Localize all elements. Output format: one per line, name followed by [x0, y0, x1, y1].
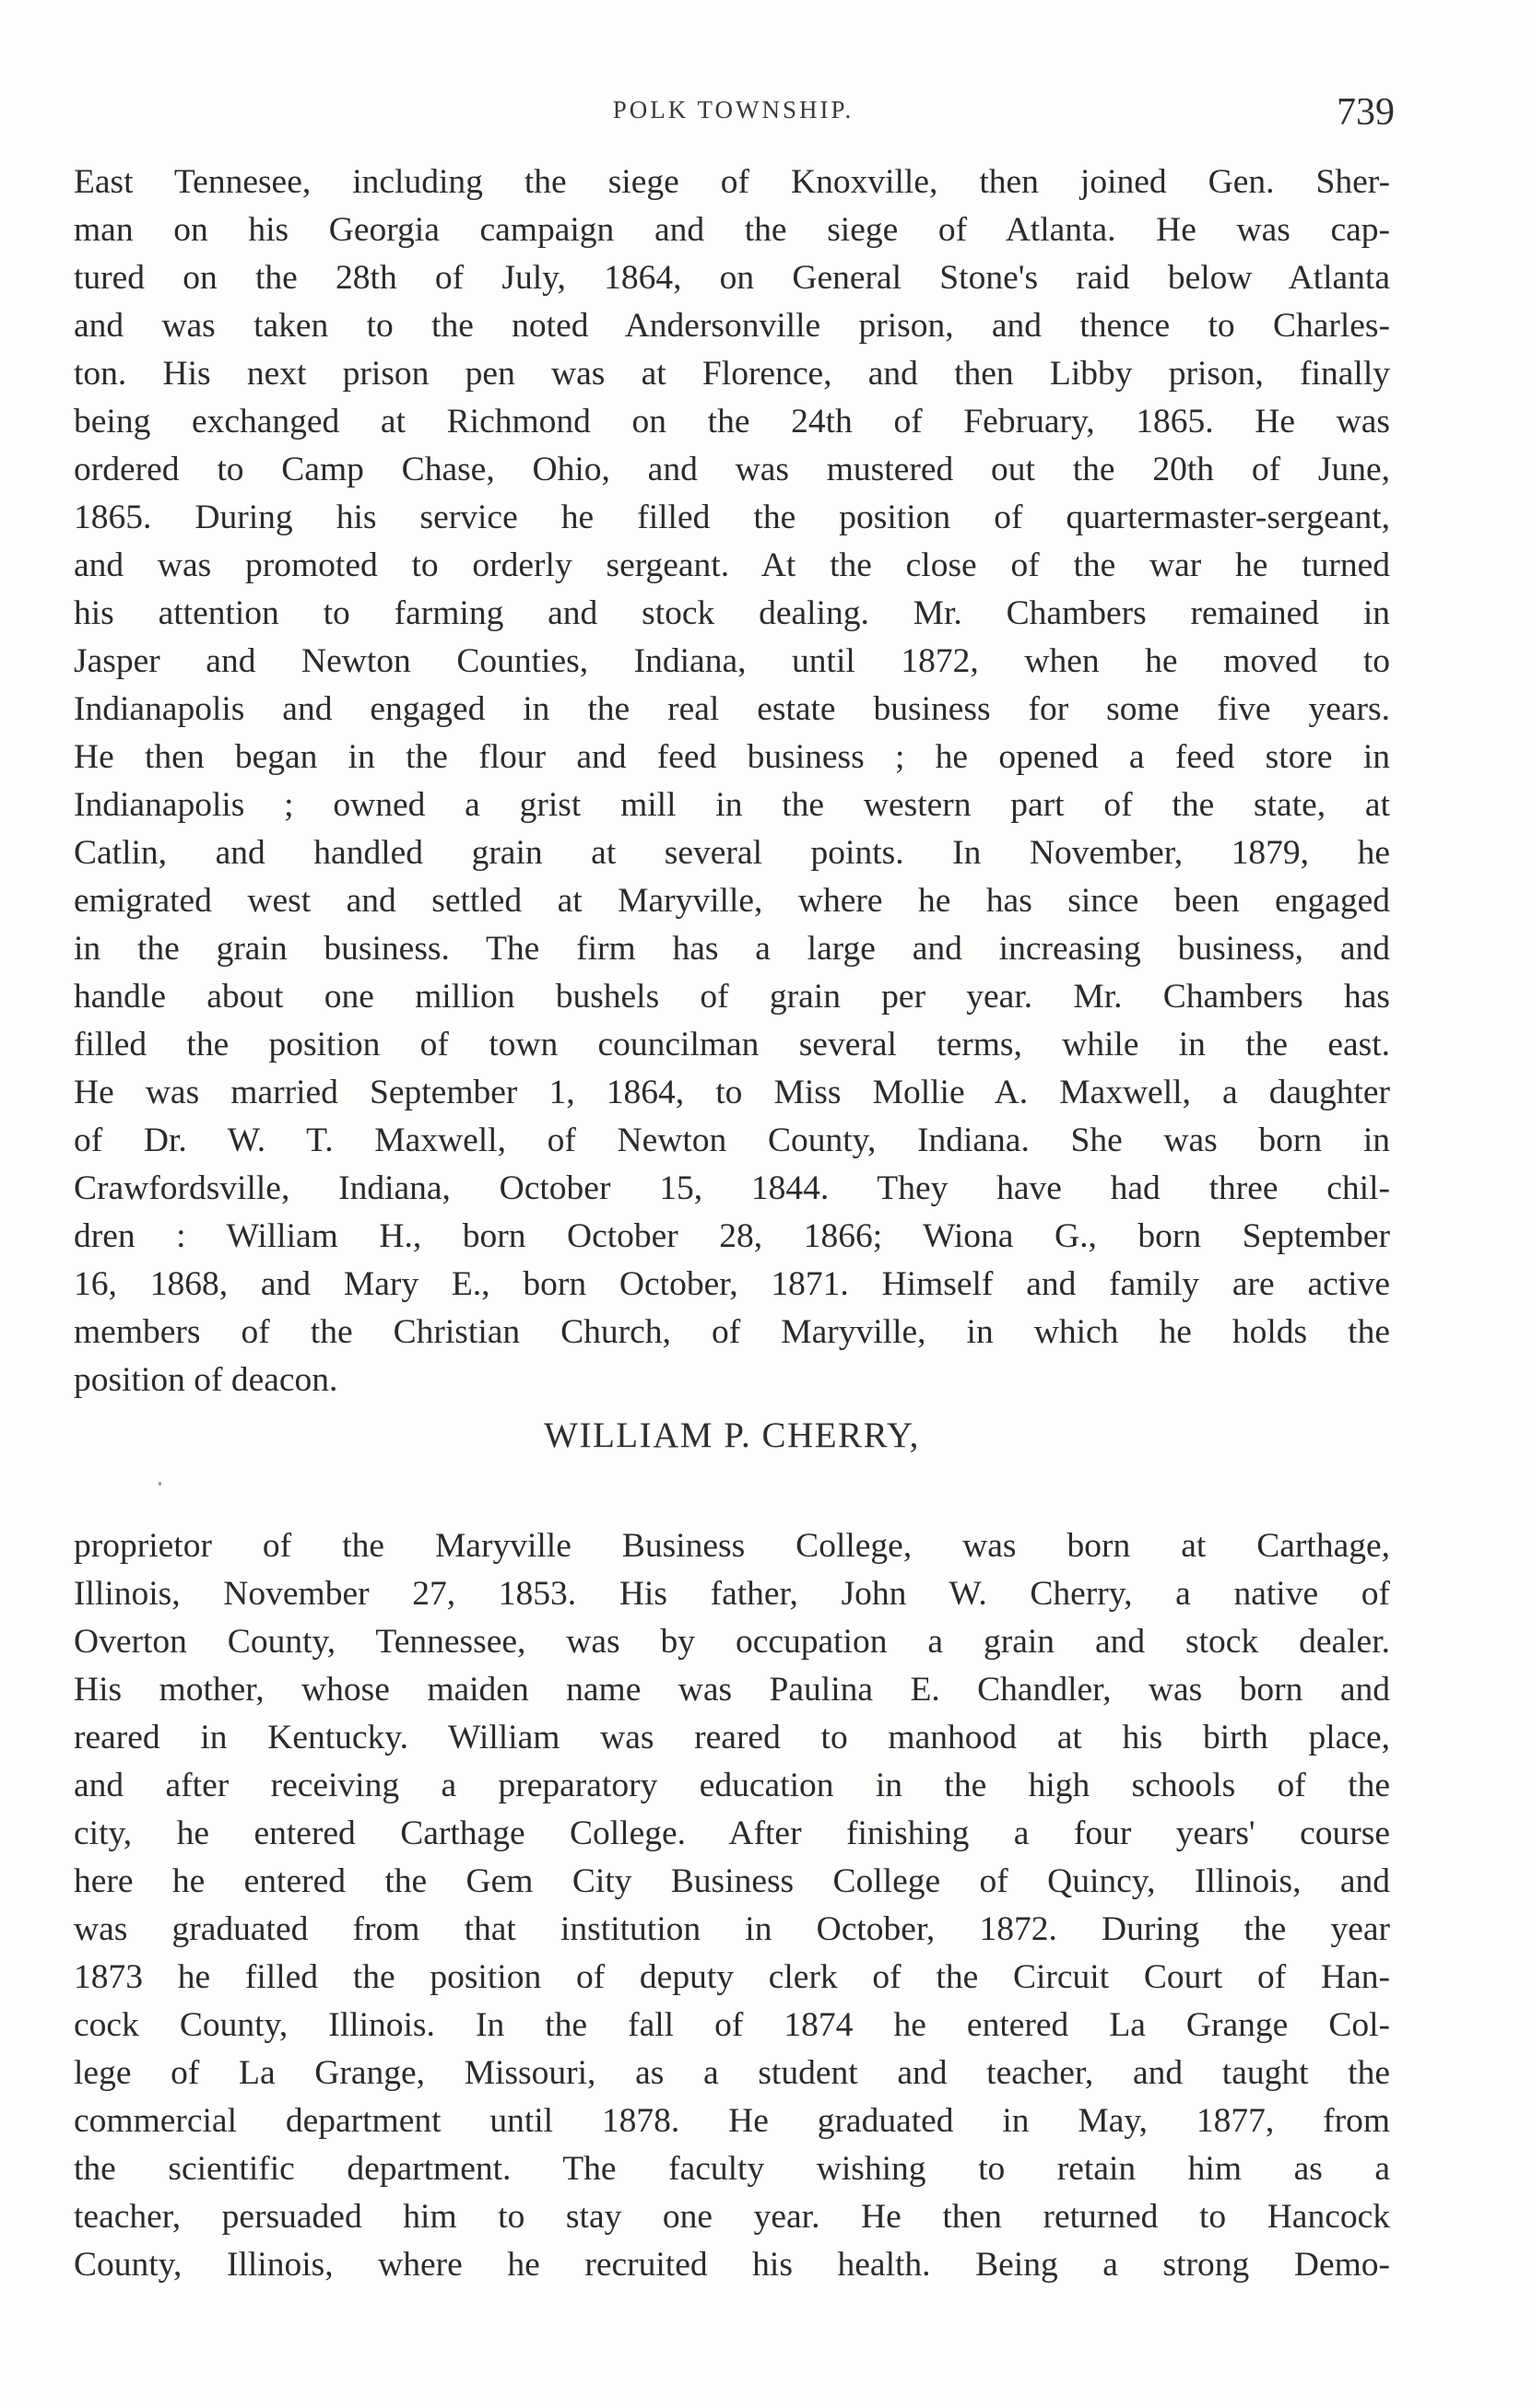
- text-line: here he entered the Gem City Business College of Quincy, Illinois, and: [74, 1862, 1390, 1900]
- text-line: Indianapolis and engaged in the real estate business for some five years.: [74, 690, 1390, 728]
- text-line: commercial department until 1878. He graduated in May, 1877, from: [74, 2102, 1390, 2140]
- cherry-biography-paragraph: [74, 1522, 1390, 2289]
- text-line: 16, 1868, and Mary E., born October, 1871. Himself and family are active: [74, 1265, 1390, 1303]
- text-line: city, he entered Carthage College. After finishing a four years' course: [74, 1815, 1390, 1852]
- running-title: POLK TOWNSHIP.: [612, 96, 854, 123]
- text-line: 1865. During his service he filled the position of quartermaster-sergeant,: [74, 499, 1390, 536]
- text-line: tured on the 28th of July, 1864, on General Stone's raid below Atlanta: [74, 259, 1390, 297]
- text-line: filled the position of town councilman several terms, while in the east.: [74, 1026, 1390, 1063]
- text-line: County, Illinois, where he recruited his health. Being a strong Demo-: [74, 2246, 1390, 2284]
- text-line: He was married September 1, 1864, to Miss Mollie A. Maxwell, a daughter: [74, 1074, 1390, 1111]
- text-line: being exchanged at Richmond on the 24th of February, 1865. He was: [74, 403, 1390, 440]
- text-line: handle about one million bushels of grain per year. Mr. Chambers has: [74, 978, 1390, 1016]
- text-line: and was promoted to orderly sergeant. At the close of the war he turned: [74, 546, 1390, 584]
- text-line: proprietor of the Maryville Business College, was born at Carthage,: [74, 1527, 1390, 1565]
- text-line: in the grain business. The firm has a large and increasing business, and: [74, 930, 1390, 968]
- text-line: teacher, persuaded him to stay one year. He then returned to Hancock: [74, 2198, 1390, 2236]
- text-line: man on his Georgia campaign and the siege of Atlanta. He was cap-: [74, 211, 1390, 249]
- text-line: his attention to farming and stock dealing. Mr. Chambers remained in: [74, 594, 1390, 632]
- text-line: He then began in the flour and feed business ; he opened a feed store in: [74, 738, 1390, 776]
- text-line: members of the Christian Church, of Maryville, in which he holds the: [74, 1313, 1390, 1351]
- chambers-biography-paragraph: [74, 159, 1390, 1404]
- text-line: cock County, Illinois. In the fall of 1874 he entered La Grange Col-: [74, 2006, 1390, 2044]
- text-line: the scientific department. The faculty wishing to retain him as a: [74, 2150, 1390, 2188]
- text-line: lege of La Grange, Missouri, as a student and teacher, and taught the: [74, 2054, 1390, 2092]
- text-line: Crawfordsville, Indiana, October 15, 1844. They have had three chil-: [74, 1169, 1390, 1207]
- heading-spacer: [74, 1467, 1390, 1522]
- text-line: of Dr. W. T. Maxwell, of Newton County, Indiana. She was born in: [74, 1122, 1390, 1159]
- text-line: Catlin, and handled grain at several points. In November, 1879, he: [74, 834, 1390, 872]
- text-line: Overton County, Tennessee, was by occupation a grain and stock dealer.: [74, 1623, 1390, 1661]
- print-speck: [159, 1482, 161, 1486]
- text-line: Illinois, November 27, 1853. His father, John W. Cherry, a native of: [74, 1575, 1390, 1613]
- page-number: 739: [1337, 91, 1395, 134]
- section-heading-william-p-cherry: WILLIAM P. CHERRY,: [544, 1415, 920, 1455]
- text-line: reared in Kentucky. William was reared to manhood at his birth place,: [74, 1719, 1390, 1756]
- text-line: was graduated from that institution in October, 1872. During the year: [74, 1910, 1390, 1948]
- text-line: ton. His next prison pen was at Florence, and then Libby prison, finally: [74, 355, 1390, 393]
- text-line: Indianapolis ; owned a grist mill in the western part of the state, at: [74, 786, 1390, 824]
- text-line: East Tennesee, including the siege of Knoxville, then joined Gen. Sher-: [74, 163, 1390, 201]
- text-line: and was taken to the noted Andersonville prison, and thence to Charles-: [74, 307, 1390, 345]
- text-line: and after receiving a preparatory education in the high schools of the: [74, 1767, 1390, 1804]
- text-line: His mother, whose maiden name was Paulina E. Chandler, was born and: [74, 1671, 1390, 1709]
- running-head: [72, 90, 1395, 146]
- text-line: Jasper and Newton Counties, Indiana, until 1872, when he moved to: [74, 642, 1390, 680]
- text-line: emigrated west and settled at Maryville, where he has since been engaged: [74, 882, 1390, 920]
- text-line: position of deacon.: [74, 1361, 338, 1399]
- text-line: 1873 he filled the position of deputy clerk of the Circuit Court of Han-: [74, 1958, 1390, 1996]
- text-line: dren : William H., born October 28, 1866; Wiona G., born September: [74, 1217, 1390, 1255]
- text-column: [74, 159, 1390, 2289]
- text-line: ordered to Camp Chase, Ohio, and was mustered out the 20th of June,: [74, 451, 1390, 488]
